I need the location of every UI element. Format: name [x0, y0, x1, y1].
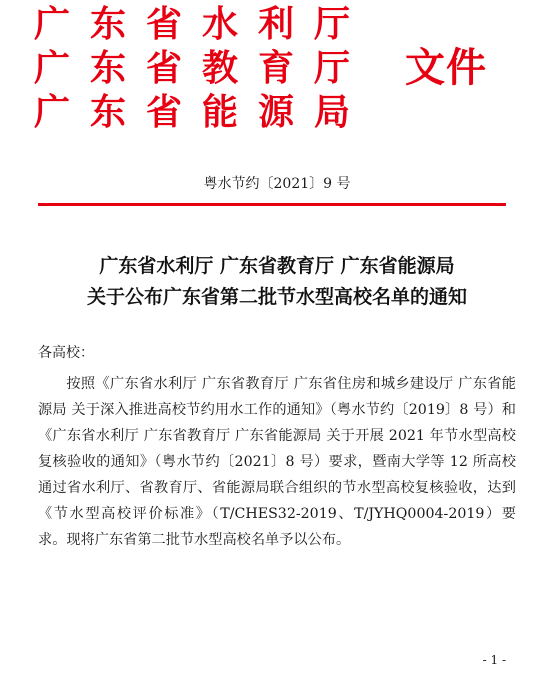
notice-title-line-1: 广东省水利厅 广东省教育厅 广东省能源局	[99, 255, 455, 277]
notice-title-line-2: 关于公布广东省第二批节水型高校名单的通知	[86, 286, 467, 308]
document-type-label: 文件	[405, 44, 487, 91]
issuer-energy: 广东省能源局	[34, 91, 371, 133]
document-number: 粤水节约〔2021〕9 号	[203, 176, 351, 192]
issuer-header	[0, 0, 554, 140]
salutation: 各高校：	[38, 345, 94, 361]
body-paragraph: 按照《广东省水利厅 广东省教育厅 广东省住房和城乡建设厅 广东省能源局 关于深入推进高校节约用水工作的通知》（粤水节约〔2019〕8 号）和《广东省水利厅 广东省教育厅 广东省能源局 关于开展 2021 年节水型高校复核验收的通知》（粤水节约〔2021〕8 号）要求，暨南大学等 12 所高校通过省水利厅、省教育厅、省能源局联合组织的节水型高校复核验收，达到《节水型高校评价标准》（T/CHES32-2019、T/JYHQ0004-2019）要求。现将广东省第二批节水型高校名单予以公布。	[38, 376, 516, 548]
red-divider	[38, 203, 506, 206]
issuer-education: 广东省教育厅	[34, 47, 371, 89]
page-number: - 1 -	[482, 653, 506, 667]
issuer-water-resources: 广东省水利厅	[34, 3, 371, 45]
